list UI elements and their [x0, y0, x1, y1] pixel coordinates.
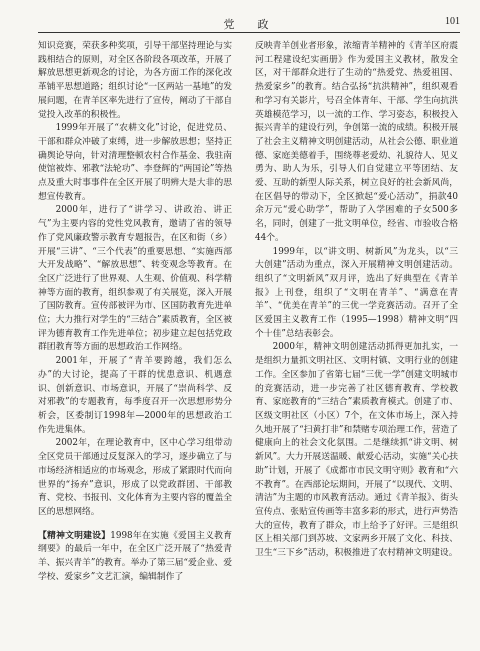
section-first-line: 1998年在实施《爱国主义教育纲要》的最后一年中，在全区广泛开展了“热爱青羊、振兴青羊”的教育。举办了第三届“爱企业、爱学校、爱家乡”文艺汇演，编辑制作了	[38, 530, 232, 582]
right-column	[255, 40, 458, 644]
paragraph: 2000年，进行了“讲学习、讲政治、讲正气”为主要内容的党性党风教育，邀请了省的领导作了党风廉政警示教育专题报告，在区和街（乡）开展“三讲”、“三个代表”的重要思想、“实施西部大开发战略”、“解放思想”、转变观念等教育。在全区广泛进行了世界观、人生观、价值观、科学精神等方面的教育，组织参观了有关展览，深入开展了国防教育。宣传部被评为市、区国防教育先进单位；大力推行对学生的“三结合”素质教育，全区被评为德育教育工作先进单位；初步建立起包括党政群团教育等方面的思想政治工作网络。	[38, 205, 232, 353]
section-paragraph	[38, 530, 232, 585]
section-title: 【精神文明建设】	[38, 530, 111, 541]
paragraph: 2000年，精神文明创建活动抓得更加扎实，一是组织力量抓文明社区、文明村镇、文明行业的创建工作。全区参加了省第七届“三优一学”创建文明城市的竞赛活动，进一步完善了社区德育教育、学校教育、家庭教育的“三结合”素质教育模式。创建了市、区级文明社区（小区）7个，在文体市场上，深入持久地开展了“扫黄打非”和禁赌专项治理工作，营造了健康向上的社会文化氛围。二是继续抓“讲文明、树新风”。大力开展送温暖、献爱心活动，实施“关心扶助”计划，开展了《成都市市民文明守则》教育和“六不教育”。在西部论坛期间，开展了“以现代、文明、清洁”为主题的市风教育活动。通过《青羊报》、街头宣传点、张贴宣传画等丰富多彩的形式，进行声势浩大的宣传，教育了群众，市上给予了好评。三是组织区上相关部门到苏坡、文家两乡开展了文化、科技、卫生“三下乡”活动，积极推进了农村精神文明建设。	[255, 342, 458, 559]
page-header	[38, 14, 460, 33]
left-column	[38, 40, 232, 644]
running-title: 党 政	[223, 18, 275, 31]
page-number: 101	[445, 16, 460, 27]
paragraph: 1999年，以“讲文明、树新风”为龙头，以“三大创建”活动为重点，深入开展精神文明创建活动。组织了“文明新风”双月评，选出了好典型在《青羊报》上刊登，组织了“文明在青羊”、“满意在青羊”、“优美在青羊”的三优一学竞赛活动。召开了全区爱国主义教育工作（1995—1998）精神文明“四个十佳”总结表彰会。	[255, 246, 458, 339]
paragraph: 2001年，开展了“青羊要跨越，我们怎么办”的大讨论，提高了干群的忧患意识、机遇意识、创新意识、市场意识，开展了“崇尚科学、反对邪教”的专题教育，每季度召开一次思想形势分析会，区委制订1998年—2000年的思想政治工作先进集体。	[38, 356, 232, 435]
paragraph: 2002年，在理论教育中，区中心学习组带动全区党员干部通过反复深入的学习，逐步确立了与市场经济相适应的市场观念，形成了紧跟时代而向世界的“扬弃”意识，形成了以党政群团、干部教育、党校、书报刊、文化体育为主要内容的覆盖全区的思想网络。	[38, 438, 232, 517]
paragraph: 反映青羊创业者形象，浓缩青羊精神的《青羊区府震河工程建设纪实画册》作为爱国主义教材，散发全区，对干部群众进行了生动的“热爱党、热爱祖国、热爱家乡”的教育。结合弘扬“抗洪精神”，组织观看和学习有关影片，号召全体青年、干部、学生向抗洪英雄模范学习，以一流的工作、学习姿态，积极投入振兴青羊的建设行列，争创第一流的成绩。积极开展了社会主义精神文明创建活动，从社会公德、职业道德、家庭美德着手，围绕尊老爱幼、礼貌待人、见义勇为、助人为乐，引导人们自觉建立平等团结、友爱、互助的新型人际关系，树立良好的社会新风尚，在区倡导的带动下，全区掀起“爱心活动”，捐款40余万元“爱心助学”，帮助了入学困难的子女500多名，同时，创建了一批文明单位，经省、市验收合格44个。	[255, 41, 458, 243]
paragraph: 知识竞赛，荣获多种奖项，引导干部坚持理论与实践相结合的原则，对全区各阶段各项改革，开展了解放思想更新观念的讨论，为各方面工作的深化改革铺平思想道路；组织讨论“一区两站一基地”的发展问题，在青羊区率先进行了宣传，阐动了干部自觉投入改革的积极性。	[38, 41, 232, 120]
paragraph: 1999年开展了“农耕文化”讨论，促进党员、干部和群众冲破了束缚，进一步解放思想；坚持正确舆论导向，针对清理整顿农村合作基金、我驻南使馆被炸、邪教“法轮功”、李登辉的“两国论”等热点及重大时事事件在全区开展了明辨大是大非的思想宣传教育。	[38, 123, 232, 202]
